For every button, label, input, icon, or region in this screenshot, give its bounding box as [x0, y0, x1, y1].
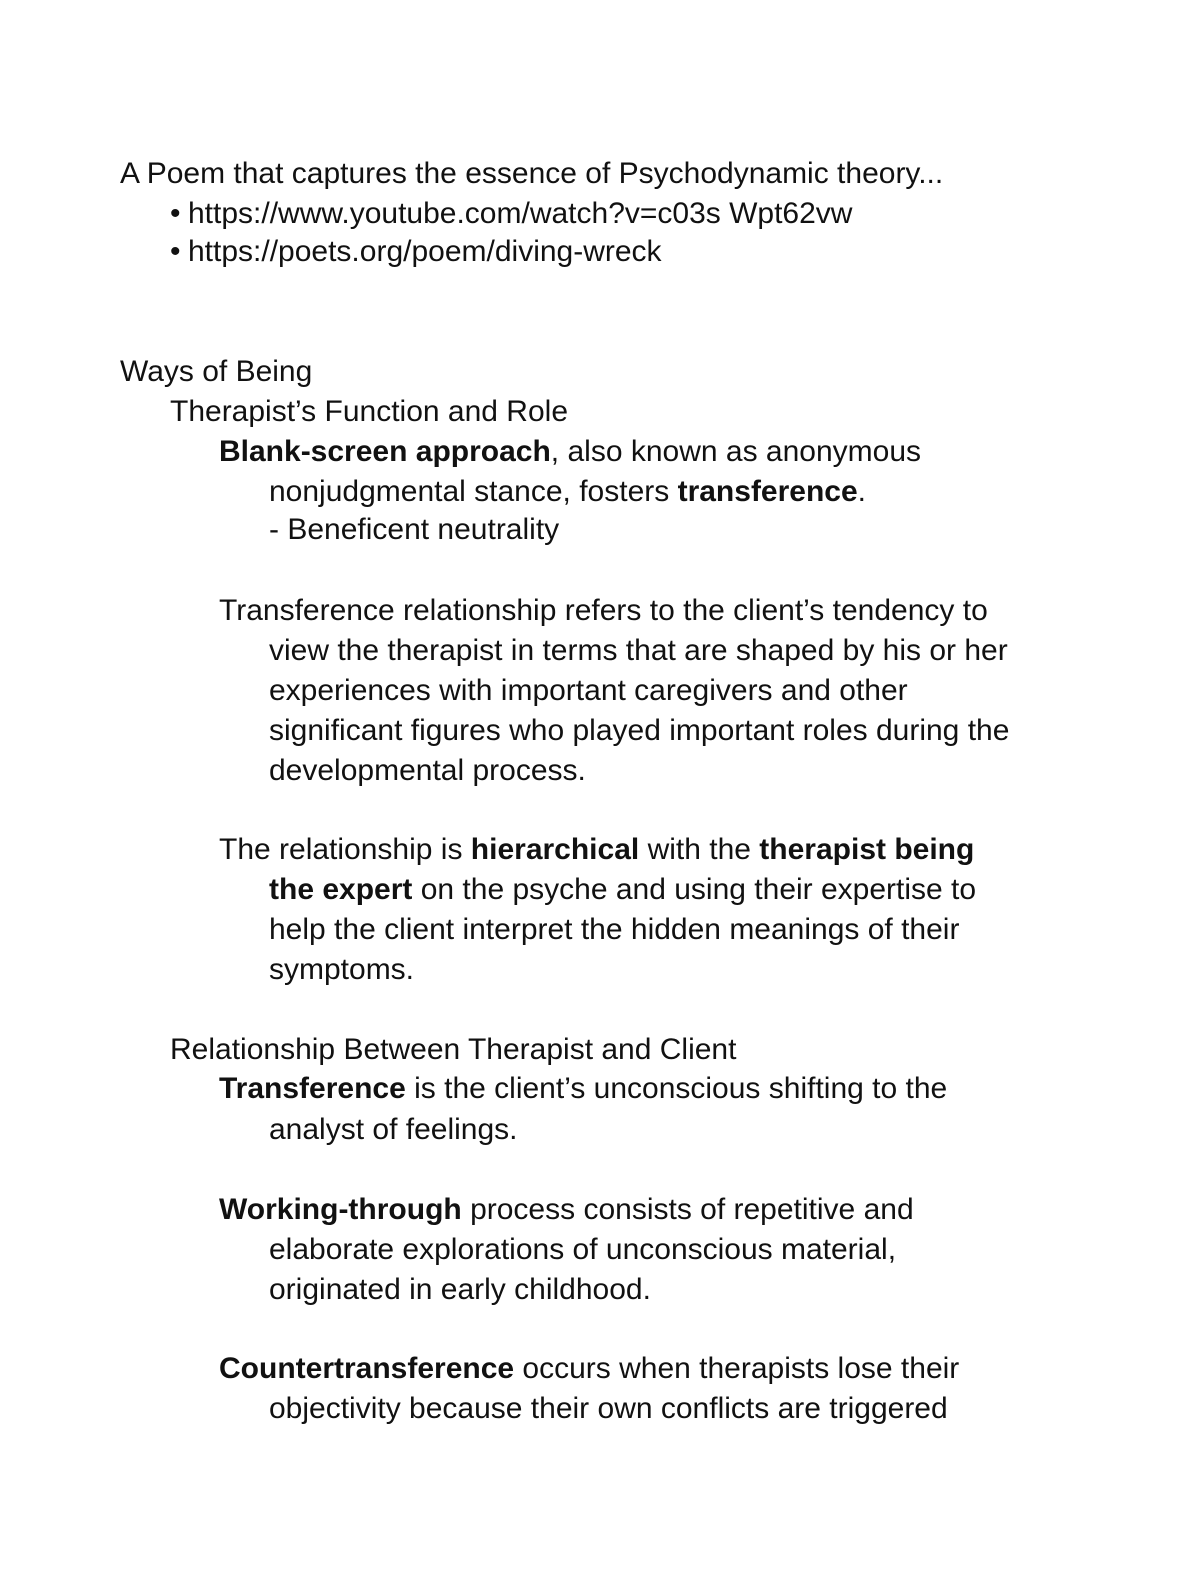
term-the-expert: the expert: [269, 873, 413, 906]
link-youtube[interactable]: https://www.youtube.com/watch?v=c03s Wpt62vw: [188, 197, 853, 230]
text: is the client’s unconscious shifting to the: [405, 1072, 948, 1105]
text: .: [857, 475, 867, 508]
transference-rel-line-4: significant figures who played important roles during the: [269, 714, 1010, 747]
term-transference-def: Transference: [219, 1072, 406, 1105]
working-through-line-1: [219, 1190, 914, 1230]
transference-rel-line-2: view the therapist in terms that are shaped by his or her: [269, 634, 1008, 667]
bullet-icon: •: [170, 197, 181, 230]
link-item-poets[interactable]: [170, 232, 662, 272]
text: on the psyche and using their expertise to: [412, 873, 977, 906]
link-poets[interactable]: https://poets.org/poem/diving-wreck: [188, 235, 662, 268]
bullet-icon: •: [170, 235, 181, 268]
text: process consists of repetitive and: [461, 1193, 914, 1226]
subheading-relationship: Relationship Between Therapist and Client: [170, 1033, 737, 1066]
text: , also known as anonymous: [550, 435, 922, 468]
blank-screen-line-2: [269, 472, 866, 512]
hierarchy-line-4: symptoms.: [269, 953, 415, 986]
section-heading-ways-of-being: Ways of Being: [120, 355, 313, 388]
transference-rel-line-3: experiences with important caregivers and other: [269, 674, 908, 707]
transference-line-2: analyst of feelings.: [269, 1113, 518, 1146]
beneficent-neutrality: - Beneficent neutrality: [269, 513, 560, 546]
countertransference-line-1: [219, 1349, 959, 1389]
term-therapist-being: therapist being: [759, 833, 975, 866]
text: with the: [639, 833, 760, 866]
blank-screen-line-1: [219, 432, 921, 472]
term-transference: transference: [677, 475, 858, 508]
text: nonjudgmental stance, fosters: [269, 475, 678, 508]
term-working-through: Working-through: [219, 1193, 462, 1226]
term-blank-screen: Blank-screen approach: [219, 435, 551, 468]
text: occurs when therapists lose their: [514, 1352, 960, 1385]
term-hierarchical: hierarchical: [470, 833, 640, 866]
working-through-line-2: elaborate explorations of unconscious material,: [269, 1233, 897, 1266]
transference-rel-line-1: Transference relationship refers to the client’s tendency to: [219, 594, 988, 627]
working-through-line-3: originated in early childhood.: [269, 1273, 651, 1306]
hierarchy-line-1: [219, 830, 974, 870]
transference-rel-line-5: developmental process.: [269, 754, 586, 787]
subheading-therapist-role: Therapist’s Function and Role: [170, 395, 568, 428]
term-countertransference: Countertransference: [219, 1352, 515, 1385]
intro-heading: A Poem that captures the essence of Psychodynamic theory...: [120, 157, 944, 190]
text: The relationship is: [219, 833, 471, 866]
hierarchy-line-3: help the client interpret the hidden meanings of their: [269, 913, 960, 946]
link-item-youtube[interactable]: [170, 194, 852, 234]
hierarchy-line-2: [269, 870, 976, 910]
countertransference-line-2: objectivity because their own conflicts are triggered: [269, 1392, 948, 1425]
transference-line-1: [219, 1069, 947, 1109]
